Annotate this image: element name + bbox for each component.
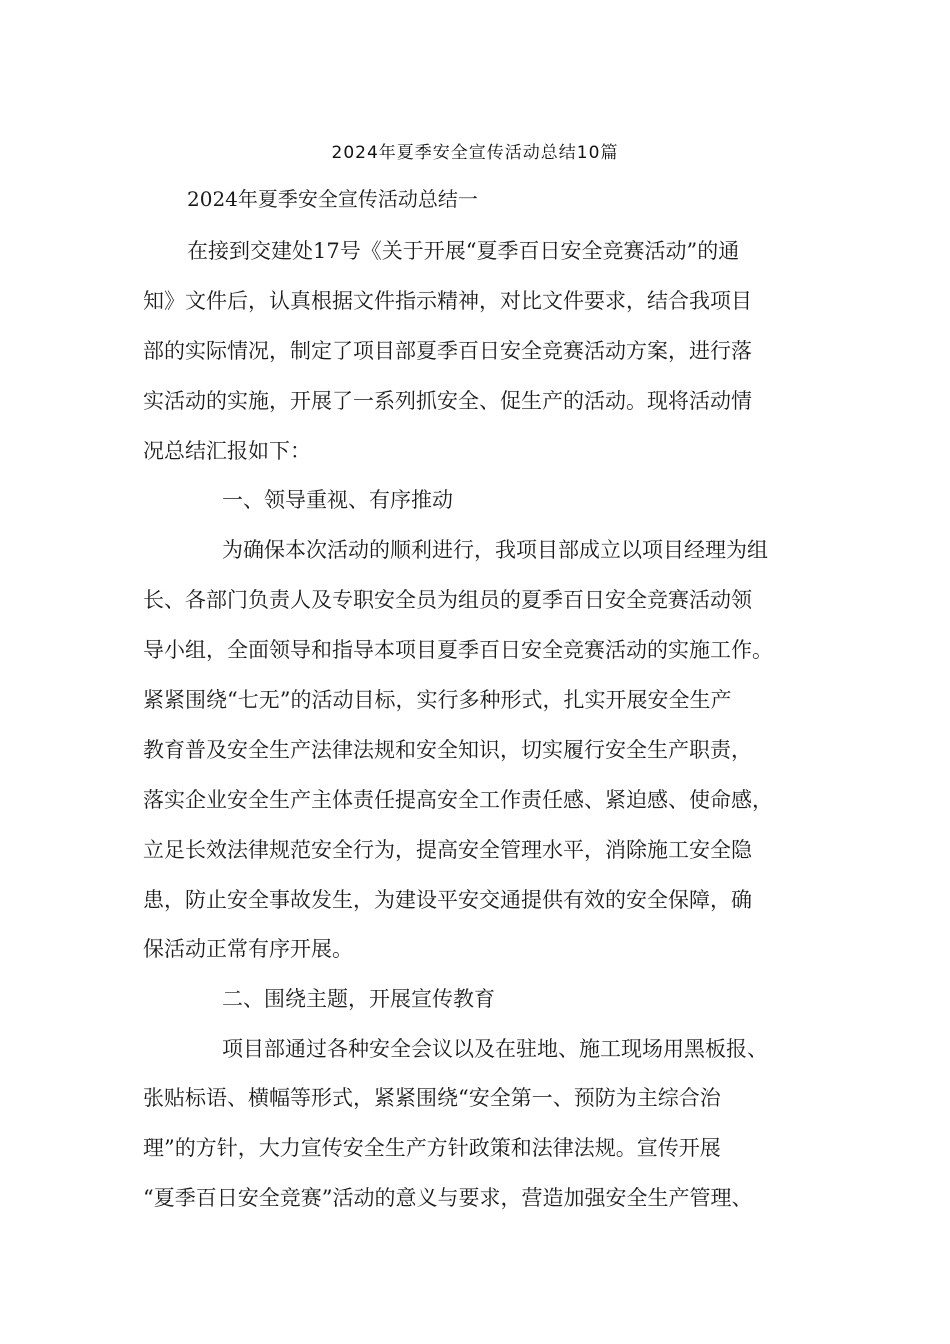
paragraph-line: 落实企业安全生产主体责任提高安全工作责任感、紧迫感、使命感， bbox=[143, 788, 773, 812]
paragraph-line: 保活动正常有序开展。 bbox=[143, 937, 353, 961]
paragraph-line: 况总结汇报如下： bbox=[143, 439, 311, 463]
paragraph-line: 知》文件后，认真根据文件指示精神，对比文件要求，结合我项目 bbox=[143, 289, 752, 313]
paragraph-line: 张贴标语、横幅等形式，紧紧围绕“安全第一、预防为主综合治 bbox=[143, 1086, 721, 1110]
section-heading: 一、领导重视、有序推动 bbox=[222, 488, 453, 512]
paragraph-line: 紧紧围绕“七无”的活动目标，实行多种形式，扎实开展安全生产 bbox=[143, 688, 732, 712]
paragraph-line: 为确保本次活动的顺利进行，我项目部成立以项目经理为组 bbox=[222, 538, 768, 562]
paragraph-line: 导小组，全面领导和指导本项目夏季百日安全竞赛活动的实施工作。 bbox=[143, 638, 773, 662]
paragraph-line: 部的实际情况，制定了项目部夏季百日安全竞赛活动方案，进行落 bbox=[143, 339, 752, 363]
paragraph-line: “夏季百日安全竞赛”活动的意义与要求，营造加强安全生产管理、 bbox=[143, 1186, 753, 1210]
document-title: 2024年夏季安全宣传活动总结10篇 bbox=[331, 143, 619, 163]
paragraph-line: 在接到交建处17号《关于开展“夏季百日安全竞赛活动”的通 bbox=[187, 239, 740, 263]
paragraph-line: 长、各部门负责人及专职安全员为组员的夏季百日安全竞赛活动领 bbox=[143, 588, 752, 612]
paragraph-line: 实活动的实施，开展了一系列抓安全、促生产的活动。现将活动情 bbox=[143, 389, 752, 413]
paragraph-line: 患，防止安全事故发生，为建设平安交通提供有效的安全保障，确 bbox=[143, 888, 752, 912]
section-heading: 二、围绕主题，开展宣传教育 bbox=[222, 987, 495, 1011]
paragraph-line: 教育普及安全生产法律法规和安全知识，切实履行安全生产职责， bbox=[143, 738, 752, 762]
paragraph-line: 项目部通过各种安全会议以及在驻地、施工现场用黑板报、 bbox=[222, 1037, 768, 1061]
paragraph-line: 立足长效法律规范安全行为，提高安全管理水平，消除施工安全隐 bbox=[143, 838, 752, 862]
document-subtitle: 2024年夏季安全宣传活动总结一 bbox=[187, 187, 478, 211]
paragraph-line: 理”的方针，大力宣传安全生产方针政策和法律法规。宣传开展 bbox=[143, 1136, 721, 1160]
